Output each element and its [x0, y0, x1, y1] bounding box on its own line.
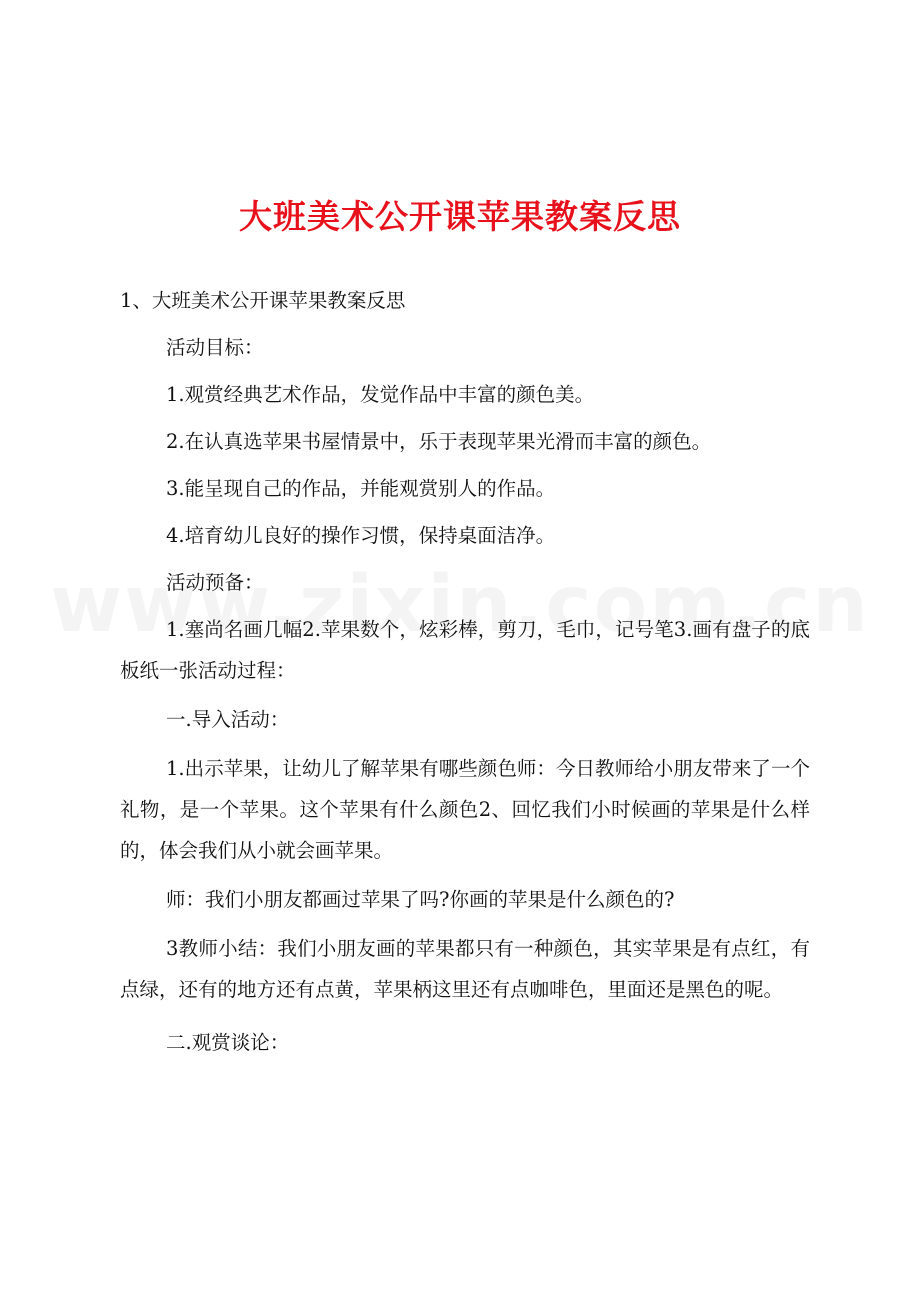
paragraph-goal-4: 4.培育幼儿良好的操作习惯，保持桌面洁净。 [166, 524, 556, 547]
paragraph-goal-1: 1.观赏经典艺术作品，发觉作品中丰富的颜色美。 [166, 383, 595, 406]
paragraph-goal-3: 3.能呈现自己的作品，并能观赏别人的作品。 [166, 477, 556, 500]
section-heading: 1、大班美术公开课苹果教案反思 [120, 289, 406, 312]
paragraph-teacher-question: 师：我们小朋友都画过苹果了吗?你画的苹果是什么颜色的? [166, 888, 675, 911]
paragraph-goal-2: 2.在认真选苹果书屋情景中，乐于表现苹果光滑而丰富的颜色。 [166, 430, 712, 453]
paragraph-preparation-heading: 活动预备： [166, 571, 264, 594]
document-body [120, 280, 810, 1063]
paragraph-intro-heading: 一.导入活动： [166, 708, 290, 731]
paragraph-preparation-items: 1.塞尚名画几幅2.苹果数个，炫彩棒，剪刀，毛巾，记号笔3.画有盘子的底板纸一张活动过程： [120, 618, 810, 682]
paragraph-activity-goals-heading: 活动目标： [166, 336, 264, 359]
paragraph-appreciation-heading: 二.观赏谈论： [166, 1031, 290, 1054]
paragraph-teacher-summary: 3教师小结：我们小朋友画的苹果都只有一种颜色，其实苹果是有点红，有点绿，还有的地方还有点黄，苹果柄这里还有点咖啡色，里面还是黑色的呢。 [120, 937, 810, 1001]
document-title: 大班美术公开课苹果教案反思 [239, 197, 681, 236]
paragraph-intro-step-1: 1.出示苹果，让幼儿了解苹果有哪些颜色师：今日教师给小朋友带来了一个礼物，是一个苹果。这个苹果有什么颜色2、回忆我们小时候画的苹果是什么样的，体会我们从小就会画苹果。 [120, 757, 810, 862]
